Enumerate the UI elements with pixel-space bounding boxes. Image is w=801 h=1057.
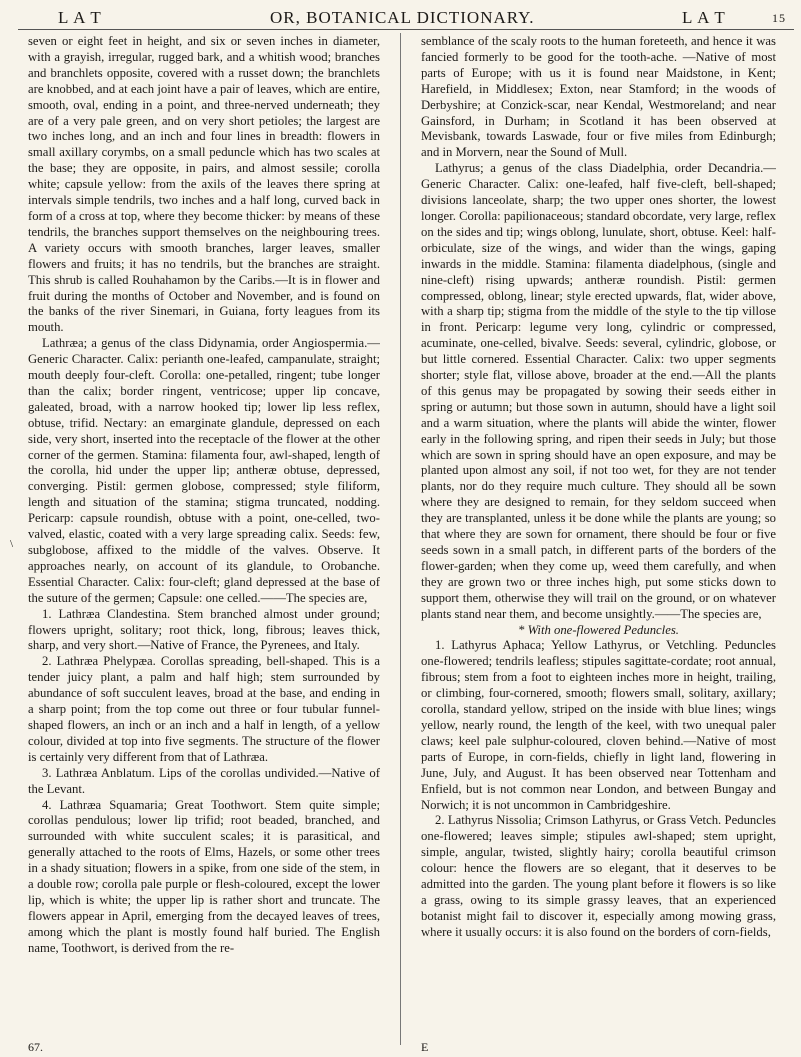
paragraph: semblance of the scaly roots to the human foreteeth, and hence it was fancied formerly to be good for the tooth-ache. —Native of most parts of Europe; with us it is found near Maidstone, in Kent; Harefield, in Middlesex; Exton, near Stamford; in the woods of Derbyshire; at Conzick-scar, near Kendal, Westmoreland; and near Gainsford, in Durham; in Scotland it has been observed at Mevisbank, towards Laswade, four or five miles from Edinburgh; and in Morvern, near the Sound of Mull. (421, 34, 776, 160)
section-heading: * With one-flowered Peduncles. (518, 622, 679, 637)
signature-left: 67. (28, 1040, 43, 1054)
header-title: OR, BOTANICAL DICTIONARY. (270, 8, 535, 27)
left-column (28, 34, 380, 1049)
right-column (421, 34, 776, 1049)
page-number: 15 (772, 11, 786, 25)
paragraph: 1. Lathyrus Aphaca; Yellow Lathyrus, or Vetchling. Peduncles one-flowered; tendrils leafless; stipules sagittate-cordate; root annual, fibrous; stem from a foot to eighteen inches more in height, trailing, or climbing, four-cornered, smooth; flowers small, solitary, axillary; corolla, standard yellow, striped on the inside with blue lines; wings yellow, nearly round, the length of the keel, with two unequal paler claws; keel pale sulphur-coloured, cloven behind.—Native of most parts of Europe, in corn-fields, chiefly in light land, flowering in June, July, and August. It has been observed near Tottenham and Enfield, but is not common near London, and between Bungay and Norwich; it is not uncommon in Cambridgeshire. (421, 638, 776, 812)
header-right-word: L A T (682, 8, 726, 27)
running-header (0, 2, 801, 30)
column-divider (400, 33, 401, 1045)
paragraph: Lathyrus; a genus of the class Diadelphia, order Decandria.—Generic Character. Calix: one-leafed, half five-cleft, bell-shaped; divisions lanceolate, sharp; the two upper ones shorter, the lowest longer. Corolla: papilionaceous; standard obcordate, very large, reflex on the sides and tip; wings oblong, lunulate, short, obtuse. Keel: half-orbiculate, size of the wings, and wider than the wings, gaping inwards in the middle. Stamina: filamenta diadelphous, (single and nine-cleft) rising upwards; antheræ roundish. Pistil: germen compressed, oblong, linear; style erected upwards, flat, wider above, with a sharp tip; stigma from the middle of the style to the tip villose in front. Pericarp: legume very long, cylindric or compressed, acuminate, one-celled, bivalve. Seeds: several, cylindric, globose, or but little cornered. Essential Character. Calix: two upper segments shorter; style flat, villose above, broader at the end.—All the plants of this genus may be propagated by sowing their seeds either in spring or autumn; but those sown in autumn, should have a light soil and a warm situation, where the plants will abide the winter, flower early in the following spring, and ripen their seeds in July; but those which are sown in spring should have an open exposure, and may be planted upon almost any soil, if not too wet, for they are not tender plants, nor do they require much culture. They should all be sown where they are designed to remain, for they seldom succeed when they are transplanted, unless it be done while the plants are young; so that where they are sown for ornament, there should be four or five seeds sown in a small patch, in different parts of the borders of the flower-garden; when they come up, weed them carefully, and when they are grown two or three inches high, put some sticks down to support them, otherwise they will trail on the ground, or on whatever plants stand near them, and become unsightly.——The species are, (421, 161, 776, 621)
margin-mark: \ (10, 538, 14, 550)
paragraph: Lathræa; a genus of the class Didynamia, order Angiospermia.—Generic Character. Calix: perianth one-leafed, campanulate, straight; mouth deeply four-cleft. Corolla: one-petalled, ringent; tube longer than the calix; border ringent, ventricose; upper lip concave, galeated, broad, with a narrow hooked tip; lower lip less reflex, obtuse, trifid. Nectary: an emarginate glandule, depressed on each side, very short, inserted into the receptacle of the flower at the other corner of the germen. Stamina: filamenta four, awl-shaped, length of the corolla, hid under the upper lip; antheræ obtuse, depressed, converging. Pistil: germen globose, compressed; style filiform, length and situation of the stamina; stigma truncated, nodding. Pericarp: capsule roundish, obtuse with a point, one-celled, two-valved, elastic, coated with a very large spreading calix. Seeds: few, subglobose, affixed to the middle of the valves. Observe. It approaches nearly, on account of its glandule, to Orobanche. Essential Character. Calix: four-cleft; gland depressed at the base of the suture of the germen; Capsule: one celled.——The species are, (28, 336, 380, 605)
paragraph: seven or eight feet in height, and six or seven inches in diameter, with a grayish, irregular, rugged bark, and a whitish wood; branches and branchlets opposite, covered with a russet down; the branchlets are knobbed, and at each joint have a pair of leaves, which are entire, smooth, oval, ending in a point, and three-nerved underneath; they are of a very pale green, and on very short petioles; the largest are two inches long, and an inch and four lines in breadth: flowers in small axillary corymbs, on a small peduncle which has two scales at the base; they are opposite, in pairs, and almost sessile; corolla white; capsule yellow: from the axils of the leaves there spring at intervals simple tendrils, two inches and a half long, curved back in form of a cross at top, where they become thicker: by means of these tendrils, the branches support themselves on the neighbouring trees. A variety occurs with smooth branches, larger leaves, smaller flowers and fruits; it has no tendrils, but the branches are straight. This shrub is called Rouhahamon by the Caribs.—It is in flower and fruit during the months of October and November, and is found on the banks of the river Sinemari, in Guiana, forty leagues from its mouth. (28, 34, 380, 335)
signature-right: E (421, 1040, 429, 1054)
paragraph: 4. Lathræa Squamaria; Great Toothwort. Stem quite simple; corollas pendulous; lower lip trifid; root beaded, branched, and surrounded with white succulent scales; it is parasitical, and generally attached to the roots of Elms, Hazels, or some other trees in a shady situation; flowers in a spike, from one side of the stem, in a double row; corolla pale purple or flesh-coloured, except the lower lip, which is white; the upper lip is rather short and truncate. The flowers appear in April, emerging from the decayed leaves of trees, among which the plant is mostly found half buried. The English name, Toothwort, is derived from the re- (28, 797, 380, 955)
paragraph: 2. Lathyrus Nissolia; Crimson Lathyrus, or Grass Vetch. Peduncles one-flowered; leaves simple; stipules awl-shaped; stem upright, simple, angular, twisted, slightly hairy; corolla beautiful crimson colour: hence the flowers are so elegant, that it deserves to be admitted into the garden. The young plant before it flowers is so like a grass, owing to its simple grassy leaves, that an experienced botanist might fail to discover it, especially among mowing grass, where it usually occurs: it is also found on the borders of corn-fields, (421, 813, 776, 939)
header-rule (18, 29, 794, 30)
paragraph: 3. Lathræa Anblatum. Lips of the corollas undivided.—Native of the Levant. (28, 765, 380, 796)
header-left-word: L A T (58, 8, 102, 27)
paragraph: 2. Lathræa Phelypæa. Corollas spreading, bell-shaped. This is a tender juicy plant, a palm and half high; stem surrounded by abundance of soft succulent leaves, broad at the base, and ending in a sharp point; from the top come out three or four tubular funnel-shaped flowers, an inch or an inch and a half in length, of a yellow colour, divided at top into five segments. The structure of the flower is certainly very different from that of Lathræa. (28, 654, 380, 764)
paragraph: 1. Lathræa Clandestina. Stem branched almost under ground; flowers upright, solitary; root thick, long, fibrous; leaves thick, sharp, and very short.—Native of France, the Pyrenees, and Italy. (28, 606, 380, 653)
